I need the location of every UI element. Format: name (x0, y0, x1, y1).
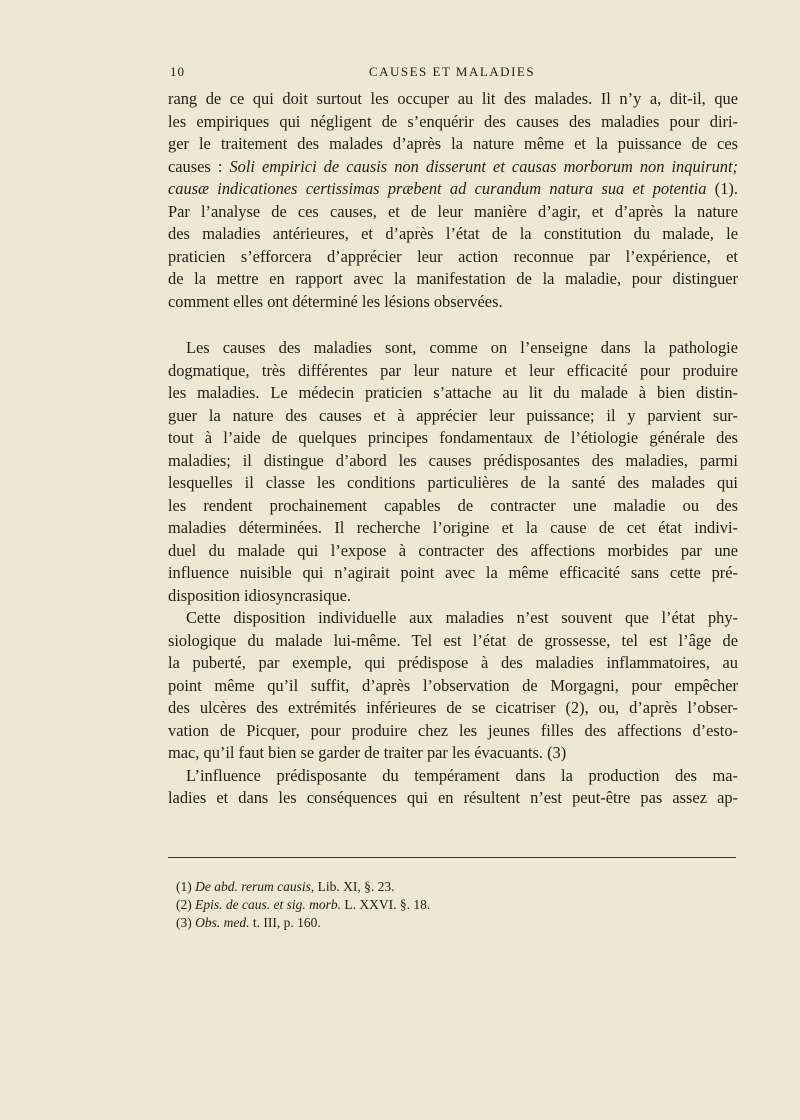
footnote-source: Epis. de caus. et sig. morb. (195, 897, 341, 912)
footnote (176, 914, 716, 932)
text-line: les maladies. Le médecin praticien s’attache au lit du malade à bien distin- (168, 383, 738, 402)
footnote-ref: t. III, p. 160. (249, 915, 321, 930)
text-line: rang de ce qui doit surtout les occuper au lit des malades. Il n’y a, dit-il, que (168, 89, 738, 108)
footnote-ref: , Lib. XI, §. 23. (310, 879, 395, 894)
footnote-ref: (1). (714, 179, 738, 198)
text-line: tout à l’aide de quelques principes fondamentaux de l’étiologie générale des (168, 428, 738, 447)
text-line: des ulcères des extrémités inférieures de se cicatriser (2), ou, d’après l’obser- (168, 698, 738, 717)
paragraph-3 (168, 607, 738, 765)
text-line: dogmatique, très différentes par leur nature et leur efficacité pour produire (168, 360, 738, 380)
text-line: Cette disposition individuelle aux maladies n’est souvent que l’état phy- (186, 608, 738, 627)
text-line: lesquelles il classe les conditions particulières de la santé des malades qui (168, 473, 738, 492)
paragraph-1 (168, 88, 738, 313)
footnote-mark: (2) (176, 897, 192, 912)
text-line: maladies; il distingue d’abord les causes prédisposantes des maladies, parmi (168, 450, 738, 470)
text-line: ladies et dans les conséquences qui en résultent n’est peut-être pas assez ap- (168, 788, 738, 807)
running-header (168, 64, 736, 82)
footnote-source: De abd. rerum causis (195, 879, 311, 894)
text-line: de la mettre en rapport avec la manifestation de la maladie, pour distinguer (168, 269, 738, 288)
text-line: les empiriques qui négligent de s’enquérir des causes des maladies pour diri- (168, 111, 738, 131)
text-line: L’influence prédisposante du tempérament dans la production des ma- (186, 765, 738, 785)
text-line: guer la nature des causes et à apprécier leur puissance; il y parvient sur- (168, 405, 738, 425)
text-line: influence nuisible qui n’agirait point avec la même efficacité sans cette pré- (168, 563, 738, 582)
text-line: mac, qu’il faut bien se garder de traiter par les évacuants. (3) (168, 743, 567, 762)
text-line: maladies déterminées. Il recherche l’origine et la cause de cet état indivi- (168, 518, 738, 537)
text-line: siologique du malade lui-même. Tel est l’état de grossesse, tel est l’âge de (168, 630, 738, 650)
text-line: des maladies antérieures, et d’après l’état de la constitution du malade, le (168, 224, 738, 243)
text-line (168, 156, 738, 179)
text-line: point même qu’il suffit, d’après l’observation de Morgagni, pour empêcher (168, 675, 738, 695)
paragraph-2 (168, 337, 738, 607)
text-line: les rendent prochainement capables de contracter une maladie ou des (168, 495, 738, 515)
text-line: disposition idiosyncrasique. (168, 585, 352, 605)
page-number: 10 (170, 64, 185, 79)
footnote-ref: L. XXVI. §. 18. (341, 897, 431, 912)
footnote-mark: (1) (176, 879, 192, 894)
text-fragment: causes : (168, 156, 223, 176)
latin-quote: Soli empirici de causis non disserunt et causas morborum non inquirunt; (229, 156, 738, 176)
text-line: vation de Picquer, pour produire chez les jeunes filles des affections d’esto- (168, 720, 738, 740)
footnote-mark: (3) (176, 915, 192, 930)
running-title: CAUSES ET MALADIES (368, 64, 536, 79)
text-line: comment elles ont déterminé les lésions observées. (168, 291, 503, 311)
main-text (168, 88, 738, 810)
text-line: praticien s’efforcera d’apprécier leur action reconnue par l’expérience, et (168, 246, 738, 266)
text-line: Par l’analyse de ces causes, et de leur manière d’agir, et d’après la nature (168, 201, 738, 221)
footnotes (176, 878, 716, 932)
text-line: ger le traitement des malades d’après la nature même et la puissance de ces (168, 134, 738, 153)
footnote (176, 896, 716, 914)
footnote-source: Obs. med. (195, 915, 250, 930)
footnote (176, 878, 716, 896)
text-line: la puberté, par exemple, qui prédispose à des maladies inflammatoires, au (168, 653, 738, 672)
text-line: duel du malade qui l’expose à contracter des affections morbides par une (168, 540, 738, 560)
latin-quote: causæ indicationes certissimas præbent ad curandum natura sua et potentia (168, 179, 707, 198)
text-line: Les causes des maladies sont, comme on l’enseigne dans la pathologie (186, 338, 738, 357)
footnote-divider (168, 857, 736, 858)
text-line (168, 178, 738, 201)
paragraph-4 (168, 765, 738, 810)
